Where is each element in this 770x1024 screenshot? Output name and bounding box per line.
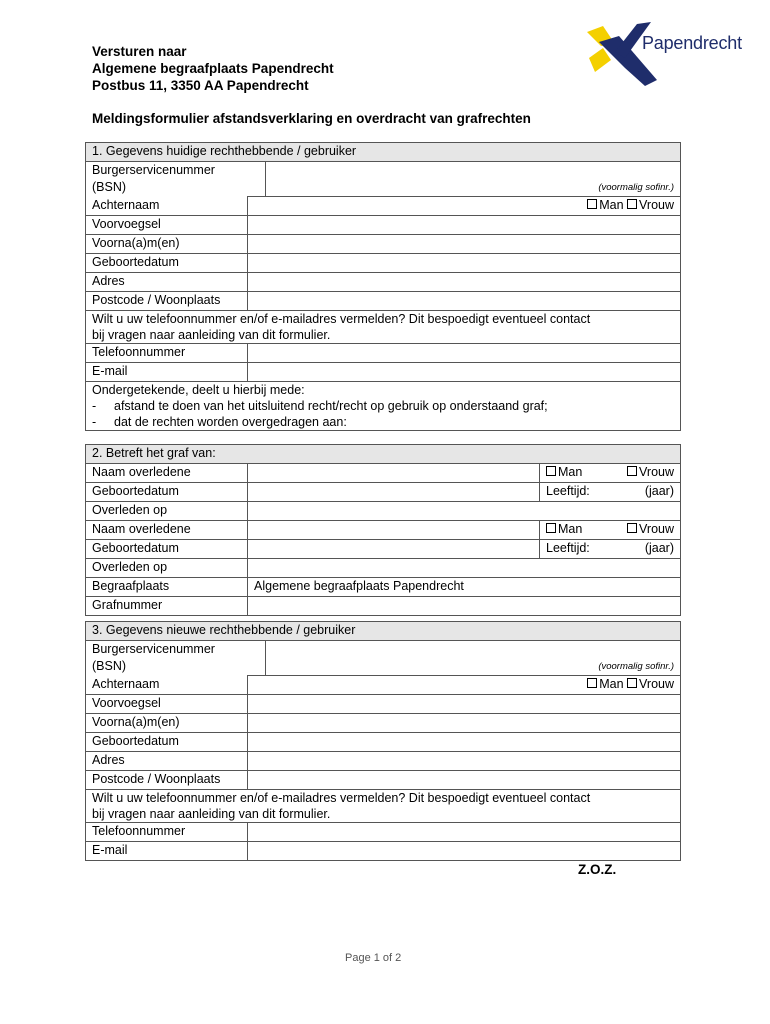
telefoon-input[interactable] [248, 344, 681, 363]
bsn-label [86, 162, 266, 197]
adres-label-new: Adres [86, 752, 248, 771]
checkbox-icon [627, 199, 637, 209]
voorvoegsel-label: Voorvoegsel [86, 216, 248, 235]
bsn-input[interactable] [266, 162, 681, 197]
geboortedatum-label: Geboortedatum [86, 254, 248, 273]
geboortedatum-label-2: Geboortedatum [86, 540, 248, 559]
voornamen-label: Voorna(a)m(en) [86, 235, 248, 254]
achternaam-label: Achternaam [86, 197, 248, 216]
geboortedatum-input-1[interactable] [248, 483, 540, 502]
checkbox-icon [546, 466, 556, 476]
checkbox-icon [627, 523, 637, 533]
voornamen-input-new[interactable] [248, 714, 681, 733]
section2-heading: 2. Betreft het graf van: [86, 445, 681, 464]
adres-label: Adres [86, 273, 248, 292]
email-label-new: E-mail [86, 842, 248, 861]
declaration-item-2: - dat de rechten worden overgedragen aan: [92, 415, 347, 429]
adres-input-new[interactable] [248, 752, 681, 771]
bsn-input-new[interactable] [266, 641, 681, 676]
contact-note-line2: bij vragen naar aanleiding van dit formulier. [92, 807, 331, 821]
gender-select-2 [540, 521, 681, 540]
man-checkbox[interactable]: Man [546, 521, 582, 538]
declaration-item-1: - afstand te doen van het uitsluitend recht/recht op gebruik op onderstaand graf; [92, 399, 548, 413]
vrouw-checkbox[interactable]: Vrouw [627, 677, 674, 691]
grafnummer-input[interactable] [248, 597, 681, 616]
voornamen-label-new: Voorna(a)m(en) [86, 714, 248, 733]
recipient-address [92, 43, 334, 94]
checkbox-icon [587, 678, 597, 688]
page-number: Page 1 of 2 [345, 952, 402, 964]
checkbox-icon [627, 678, 637, 688]
section2-table [85, 444, 681, 616]
email-input-new[interactable] [248, 842, 681, 861]
voorvoegsel-label-new: Voorvoegsel [86, 695, 248, 714]
overleden-op-input-2[interactable] [248, 559, 681, 578]
naam-overledene-label-1: Naam overledene [86, 464, 248, 483]
contact-note-line1: Wilt u uw telefoonnummer en/of e-mailadres vermelden? Dit bespoedigt eventueel contact [92, 791, 591, 805]
bsn-label-line2: (BSN) [92, 180, 127, 194]
vrouw-checkbox[interactable]: Vrouw [627, 198, 674, 212]
naam-overledene-input-2[interactable] [248, 521, 540, 540]
jaar-label: (jaar) [644, 484, 674, 498]
section3-table [85, 621, 681, 861]
vrouw-checkbox[interactable]: Vrouw [627, 464, 674, 481]
bsn-label-new [86, 641, 266, 676]
man-checkbox[interactable]: Man [587, 677, 623, 691]
bsn-label-line1: Burgerservicenummer [92, 163, 215, 177]
postcode-label-new: Postcode / Woonplaats [86, 771, 248, 790]
adres-input[interactable] [248, 273, 681, 292]
address-line-2: Algemene begraafplaats Papendrecht [92, 61, 334, 76]
bsn-label-line2: (BSN) [92, 659, 127, 673]
address-line-1: Versturen naar [92, 44, 187, 59]
overleden-op-label-2: Overleden op [86, 559, 248, 578]
email-input[interactable] [248, 363, 681, 382]
address-line-3: Postbus 11, 3350 AA Papendrecht [92, 78, 309, 93]
leeftijd-field-1[interactable] [540, 483, 681, 502]
naam-overledene-input-1[interactable] [248, 464, 540, 483]
telefoon-label: Telefoonnummer [86, 344, 248, 363]
declaration-intro: Ondergetekende, deelt u hierbij mede: [92, 383, 305, 397]
man-checkbox[interactable]: Man [587, 198, 623, 212]
leeftijd-label: Leeftijd: [546, 484, 590, 498]
achternaam-input[interactable] [248, 197, 681, 216]
grafnummer-label: Grafnummer [86, 597, 248, 616]
telefoon-input-new[interactable] [248, 823, 681, 842]
contact-note-line2: bij vragen naar aanleiding van dit formulier. [92, 328, 331, 342]
achternaam-input-new[interactable] [248, 676, 681, 695]
declaration-box [85, 381, 681, 431]
geboortedatum-input-new[interactable] [248, 733, 681, 752]
checkbox-icon [627, 466, 637, 476]
section1-heading: 1. Gegevens huidige rechthebbende / gebruiker [86, 143, 681, 162]
logo-text: Papendrecht [642, 33, 742, 53]
geboortedatum-input-2[interactable] [248, 540, 540, 559]
contact-note-line1: Wilt u uw telefoonnummer en/of e-mailadres vermelden? Dit bespoedigt eventueel contact [92, 312, 591, 326]
gender-select-1 [540, 464, 681, 483]
begraafplaats-label: Begraafplaats [86, 578, 248, 597]
checkbox-icon [587, 199, 597, 209]
naam-overledene-label-2: Naam overledene [86, 521, 248, 540]
geboortedatum-input[interactable] [248, 254, 681, 273]
overleden-op-label-1: Overleden op [86, 502, 248, 521]
bsn-note: (voormalig sofinr.) [598, 182, 674, 193]
contact-note-new [86, 790, 681, 823]
geboortedatum-label-new: Geboortedatum [86, 733, 248, 752]
zoz-label: Z.O.Z. [578, 862, 617, 877]
voorvoegsel-input-new[interactable] [248, 695, 681, 714]
postcode-input[interactable] [248, 292, 681, 311]
man-checkbox[interactable]: Man [546, 464, 582, 481]
leeftijd-field-2[interactable] [540, 540, 681, 559]
jaar-label: (jaar) [644, 541, 674, 555]
postcode-input-new[interactable] [248, 771, 681, 790]
geboortedatum-label-1: Geboortedatum [86, 483, 248, 502]
telefoon-label-new: Telefoonnummer [86, 823, 248, 842]
email-label: E-mail [86, 363, 248, 382]
section1-table [85, 142, 681, 382]
vrouw-checkbox[interactable]: Vrouw [627, 521, 674, 538]
section3-heading: 3. Gegevens nieuwe rechthebbende / gebruiker [86, 622, 681, 641]
contact-note [86, 311, 681, 344]
overleden-op-input-1[interactable] [248, 502, 681, 521]
begraafplaats-value: Algemene begraafplaats Papendrecht [248, 578, 681, 597]
checkbox-icon [546, 523, 556, 533]
voornamen-input[interactable] [248, 235, 681, 254]
bsn-label-line1: Burgerservicenummer [92, 642, 215, 656]
voorvoegsel-input[interactable] [248, 216, 681, 235]
leeftijd-label: Leeftijd: [546, 541, 590, 555]
postcode-label: Postcode / Woonplaats [86, 292, 248, 311]
bsn-note: (voormalig sofinr.) [598, 661, 674, 672]
form-title: Meldingsformulier afstandsverklaring en overdracht van grafrechten [92, 111, 531, 126]
achternaam-label-new: Achternaam [86, 676, 248, 695]
